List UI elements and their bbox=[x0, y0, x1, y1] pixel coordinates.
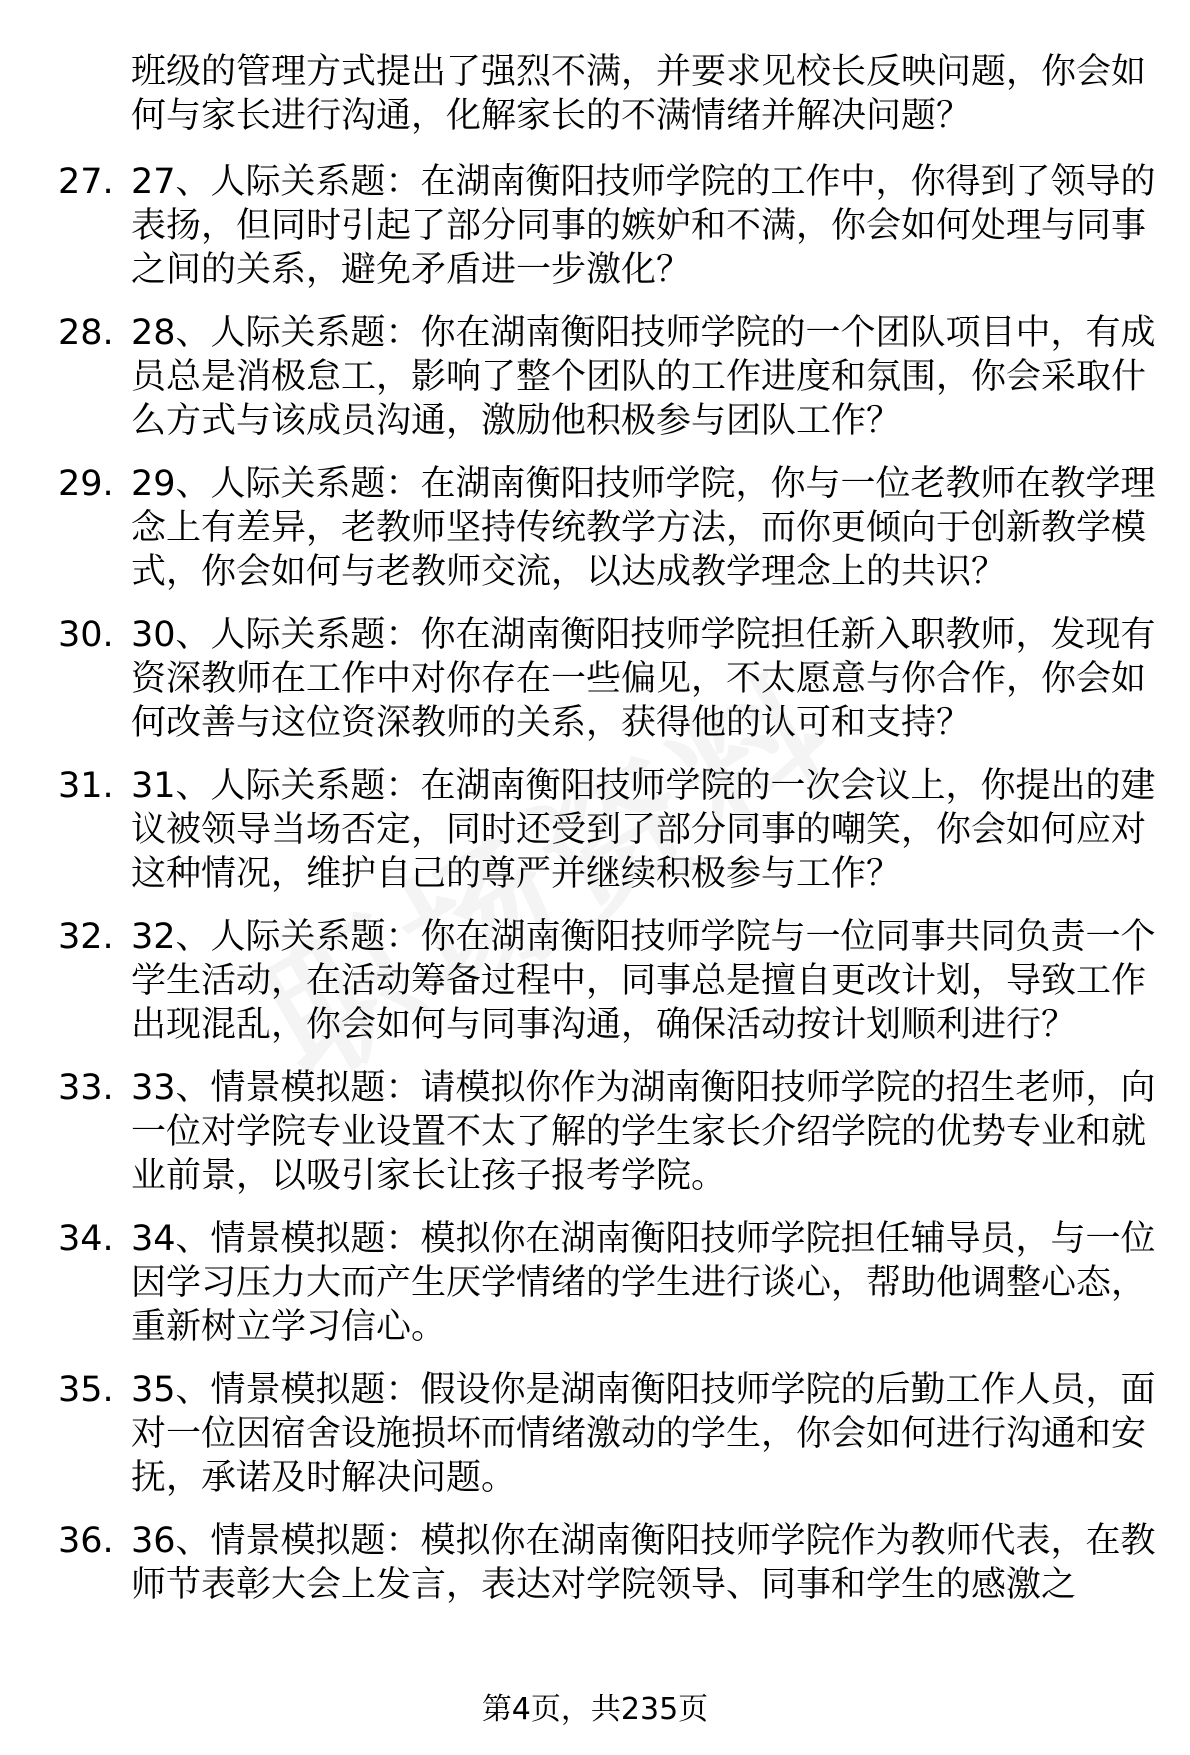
question-item bbox=[0, 915, 1190, 1047]
question-item bbox=[0, 160, 1190, 292]
question-number: 29. bbox=[58, 464, 114, 504]
question-item bbox=[0, 462, 1190, 594]
question-continuation: 班级的管理方式提出了强烈不满，并要求见校长反映问题，你会如何与家长进行沟通，化解家长的不满情绪并解决问题？ bbox=[131, 52, 1147, 136]
question-number: 34. bbox=[58, 1219, 114, 1259]
question-text: 35、情景模拟题：假设你是湖南衡阳技师学院的后勤工作人员，面对一位因宿舍设施损坏而情绪激动的学生，你会如何进行沟通和安抚，承诺及时解决问题。 bbox=[131, 1370, 1156, 1498]
question-item bbox=[0, 1368, 1190, 1500]
question-text: 30、人际关系题：你在湖南衡阳技师学院担任新入职教师，发现有资深教师在工作中对你存在一些偏见，不太愿意与你合作，你会如何改善与这位资深教师的关系，获得他的认可和支持？ bbox=[131, 615, 1156, 743]
question-item bbox=[0, 311, 1190, 443]
question-number: 28. bbox=[58, 313, 114, 353]
question-item bbox=[0, 1066, 1190, 1198]
question-text: 27、人际关系题：在湖南衡阳技师学院的工作中，你得到了领导的表扬，但同时引起了部分同事的嫉妒和不满，你会如何处理与同事之间的关系，避免矛盾进一步激化？ bbox=[131, 162, 1156, 290]
question-text: 28、人际关系题：你在湖南衡阳技师学院的一个团队项目中，有成员总是消极怠工，影响了整个团队的工作进度和氛围，你会采取什么方式与该成员沟通，激励他积极参与团队工作？ bbox=[131, 313, 1156, 441]
question-item bbox=[0, 764, 1190, 896]
question-item bbox=[0, 1519, 1190, 1607]
question-text: 32、人际关系题：你在湖南衡阳技师学院与一位同事共同负责一个学生活动，在活动筹备过程中，同事总是擅自更改计划，导致工作出现混乱，你会如何与同事沟通，确保活动按计划顺利进行？ bbox=[131, 917, 1156, 1045]
question-list bbox=[0, 160, 1190, 1626]
question-number: 30. bbox=[58, 615, 114, 655]
question-number: 35. bbox=[58, 1370, 114, 1410]
question-item bbox=[0, 1217, 1190, 1349]
question-number: 32. bbox=[58, 917, 114, 957]
question-text: 34、情景模拟题：模拟你在湖南衡阳技师学院担任辅导员，与一位因学习压力大而产生厌学情绪的学生进行谈心，帮助他调整心态，重新树立学习信心。 bbox=[131, 1219, 1156, 1347]
question-number: 33. bbox=[58, 1068, 114, 1108]
question-text: 31、人际关系题：在湖南衡阳技师学院的一次会议上，你提出的建议被领导当场否定，同时还受到了部分同事的嘲笑，你会如何应对这种情况，维护自己的尊严并继续积极参与工作？ bbox=[131, 766, 1156, 894]
question-text: 29、人际关系题：在湖南衡阳技师学院，你与一位老教师在教学理念上有差异，老教师坚持传统教学方法，而你更倾向于创新教学模式，你会如何与老教师交流，以达成教学理念上的共识？ bbox=[131, 464, 1156, 592]
question-item bbox=[0, 613, 1190, 745]
question-text: 33、情景模拟题：请模拟你作为湖南衡阳技师学院的招生老师，向一位对学院专业设置不太了解的学生家长介绍学院的优势专业和就业前景，以吸引家长让孩子报考学院。 bbox=[131, 1068, 1156, 1196]
question-text: 36、情景模拟题：模拟你在湖南衡阳技师学院作为教师代表，在教师节表彰大会上发言，表达对学院领导、同事和学生的感激之 bbox=[131, 1521, 1156, 1605]
question-number: 27. bbox=[58, 162, 114, 202]
question-number: 31. bbox=[58, 766, 114, 806]
question-number: 36. bbox=[58, 1521, 114, 1561]
page-footer: 第4页，共235页 bbox=[481, 1692, 709, 1727]
